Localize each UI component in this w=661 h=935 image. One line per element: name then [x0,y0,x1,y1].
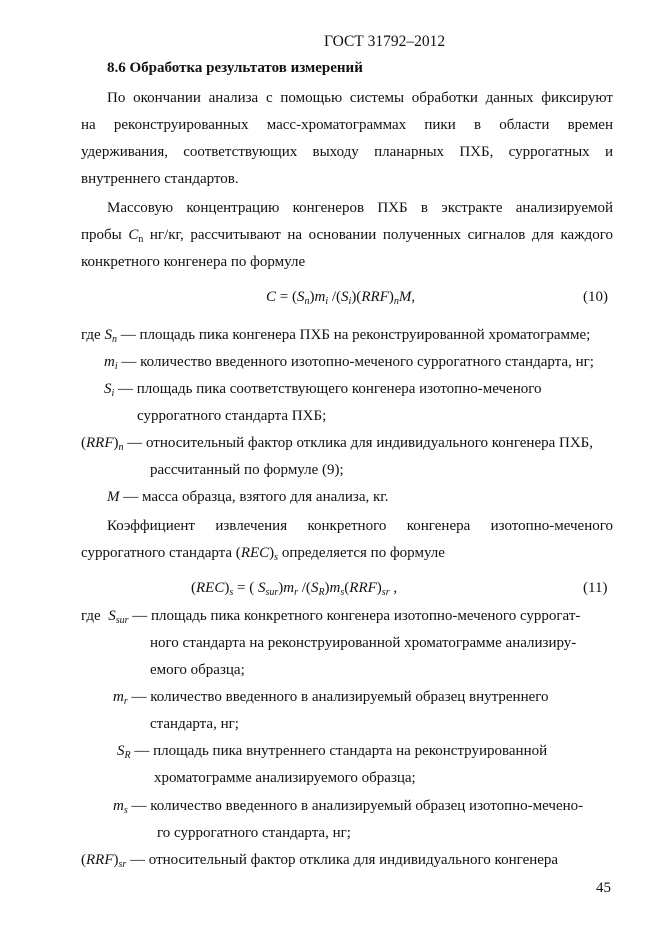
paragraph-line: на реконструированных масс-хроматограммах пики в области времен [81,117,613,133]
definition-si-continued: суррогатного стандарта ПХБ; [137,408,327,424]
paragraph-line: пробы $C_n$ нг/кг, рассчитывают на основании полученных сигналов для каждого [81,227,613,245]
paragraph-line: Коэффициент извлечения конкретного конгенера изотопно-меченого [107,518,613,534]
definition-mr-continued: стандарта, нг; [150,716,239,732]
definition-rrfsr: $(RRF)_{sr}$ — относительный фактор отклика для индивидуального конгенера [81,852,559,870]
definition-sr-continued: хроматограмме анализируемого образца; [154,770,416,786]
definition-rrf: $(RRF)_n$ — относительный фактор отклика для индивидуального конгенера ПХБ, [81,435,594,453]
paragraph-line: Массовую концентрацию конгенеров ПХБ в экстракте анализируемой [107,200,613,216]
section-heading: 8.6 Обработка результатов измерений [107,60,363,76]
paragraph-line: удерживания, соответствующих выходу планарных ПХБ, суррогатных и [81,144,613,160]
page-number: 45 [596,880,611,896]
paragraph-line: По окончании анализа с помощью системы обработки данных фиксируют [107,90,613,106]
definition-si: $S_i$ — площадь пика соответствующего конгенера изотопно-меченого [104,381,542,399]
formula-number: (11) [583,580,608,596]
definition-rrf-continued: рассчитанный по формуле (9); [150,462,344,478]
definition-ssur: где $S_{sur}$ — площадь пика конкретного конгенера изотопно-меченого суррогат- [81,608,581,626]
formula-text: $(REC)_s$ = ( $S_{sur})m_r$ $/(S_R)m_s(RRF)_{sr}$ , [191,580,398,598]
definition-ms-continued: го суррогатного стандарта, нг; [157,825,351,841]
definition-m: M — масса образца, взятого для анализа, кг. [107,489,389,505]
formula-number: (10) [583,289,608,305]
formula-10 [266,287,415,307]
paragraph-line: суррогатного стандарта $(REC)_s$ определяется по формуле [81,545,445,563]
formula-11 [191,578,397,598]
formula-text: $C = (S_n)m_i$ $/(S_i)(RRF)_nM$, [266,289,416,307]
definition-mr: $m_r$ — количество введенного в анализируемый образец внутреннего [113,689,549,707]
definition-sr: $S_R$ — площадь пика внутреннего стандарта на реконструированной [117,743,548,761]
definition-ms: $m_s$ — количество введенного в анализируемый образец изотопно-мечено- [113,798,584,816]
definition-mi: $m_i$ — количество введенного изотопно-меченого суррогатного стандарта, нг; [104,354,594,372]
definition-ssur-continued: ного стандарта на реконструированной хроматограмме анализиру- [150,635,577,651]
paragraph-line: внутреннего стандартов. [81,171,239,187]
standard-designation: ГОСТ 31792–2012 [324,33,446,50]
definition-sn: где $S_n$ — площадь пика конгенера ПХБ на реконструированной хроматограмме; [81,327,591,345]
paragraph-line: конкретного конгенера по формуле [81,254,306,270]
definition-ssur-continued: емого образца; [150,662,245,678]
